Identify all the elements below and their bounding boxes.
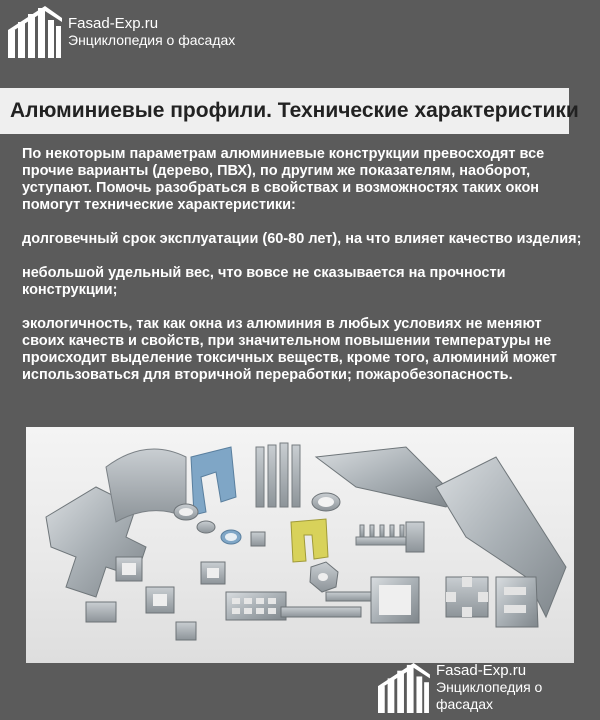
paragraph-intro: По некоторым параметрам алюминиевые конструкции превосходят все прочие варианты (дерево, ПВХ), по другим же показателям, наоборот, уступают. Помочь разобраться в свойствах и возможностях таких окон помогут технические характеристики: (22, 146, 545, 213)
brand-name: Fasad-Exp.ru (436, 662, 527, 679)
aluminum-profiles-photo (26, 427, 574, 663)
paragraph-weight: небольшой удельный вес, что вовсе не сказывается на прочности конструкции; (22, 265, 506, 298)
building-icon (6, 6, 62, 58)
paragraph-ecology: экологичность, так как окна из алюминия в любых условиях не меняют своих качеств и свойств, при значительном повышении температуры не происходит выделение токсичных веществ, кроме того, алюминий может использоваться для вторичной переработки; пожаробезопасность. (22, 316, 557, 383)
paragraph-durability: долговечный срок эксплуатации (60-80 лет), на что влияет качество изделия; (22, 231, 582, 247)
brand-header (6, 6, 235, 58)
brand-footer (376, 662, 600, 713)
building-icon (376, 663, 430, 713)
title-bar (0, 88, 579, 134)
brand-tagline: Энциклопедия о фасадах (68, 32, 236, 48)
page-title: Алюминиевые профили. Технические характеристики (10, 99, 579, 122)
brand-name: Fasad-Exp.ru (68, 15, 159, 32)
article-body (22, 146, 582, 401)
brand-tagline: Энциклопедия о фасадах (436, 679, 543, 712)
